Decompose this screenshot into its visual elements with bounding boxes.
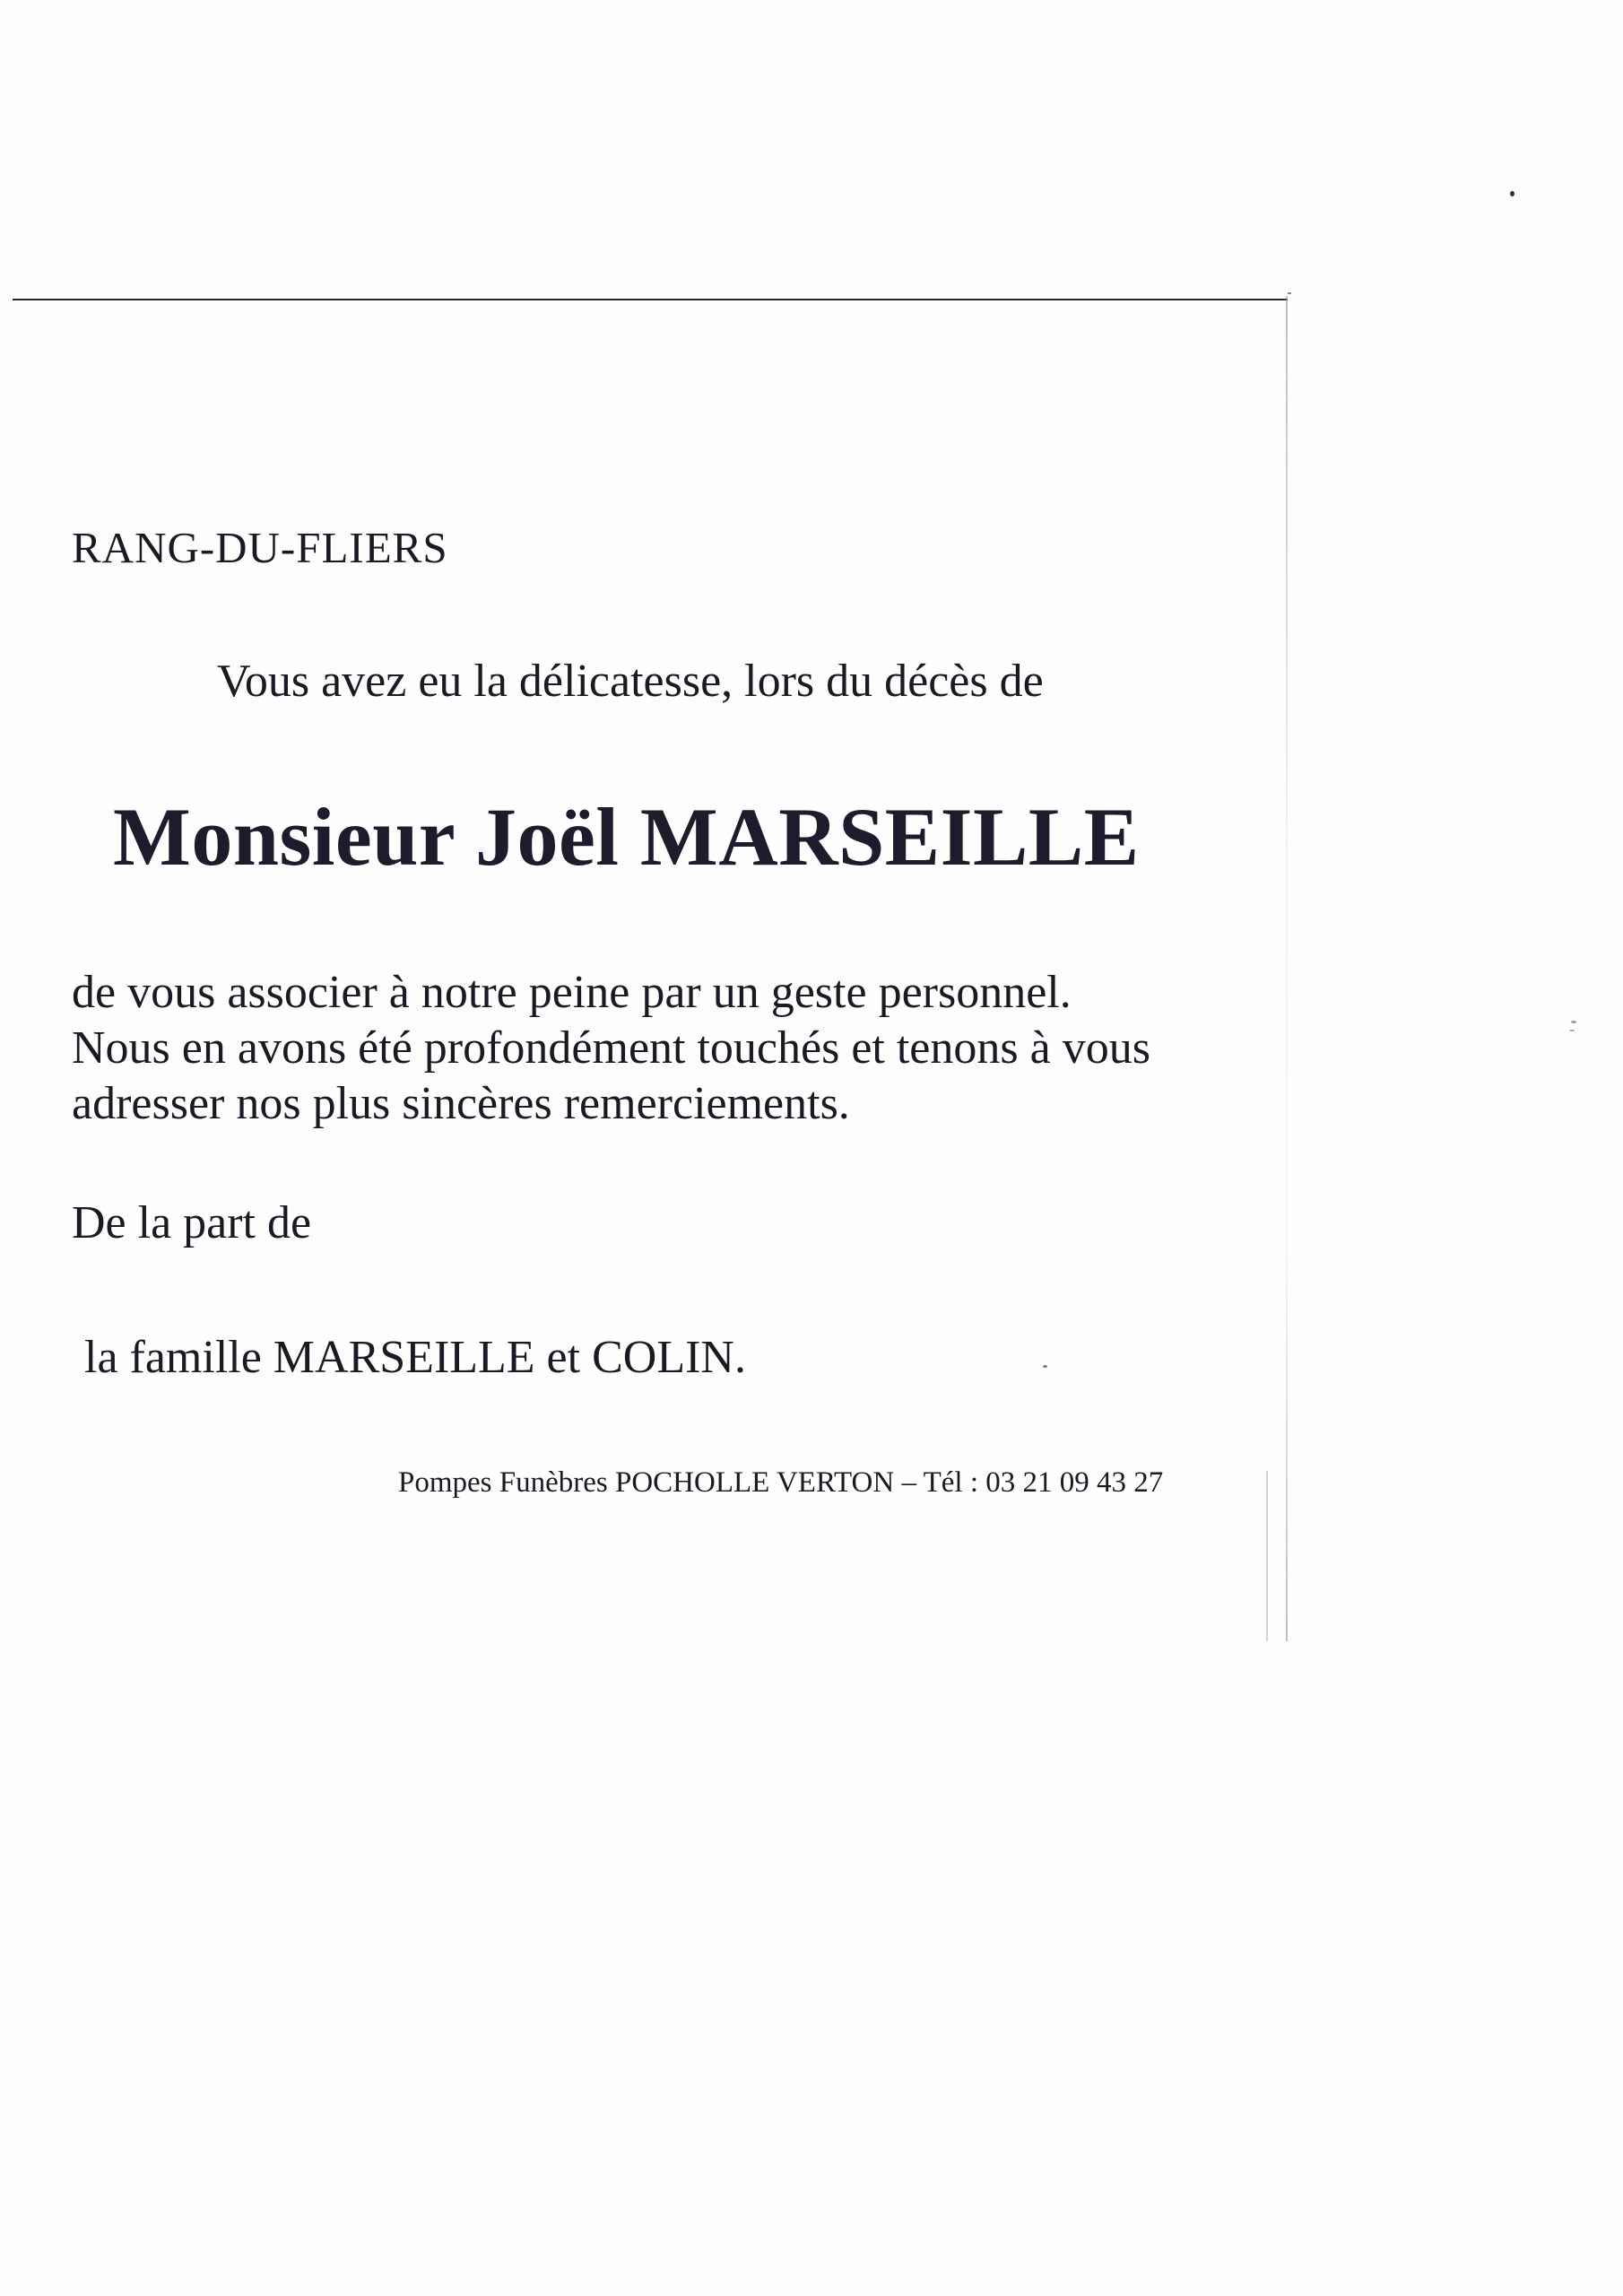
deceased-name: Monsieur Joël MARSEILLE [113, 791, 1140, 883]
scan-speck [1571, 1021, 1576, 1023]
card-top-edge-tail [1288, 292, 1291, 294]
intro-line: Vous avez eu la délicatesse, lors du décès de [217, 656, 1044, 707]
thanks-message [72, 965, 1150, 1132]
funeral-home-footer: Pompes Funèbres POCHOLLE VERTON – Tél : 03 21 09 43 27 [398, 1466, 1164, 1499]
card-right-edge-line [1286, 296, 1288, 1641]
scan-speck [1569, 1030, 1575, 1031]
thanks-message-line: de vous associer à notre peine par un geste personnel. [72, 967, 1072, 1018]
scan-speck [1043, 1365, 1047, 1368]
family-signature: la famille MARSEILLE et COLIN. [84, 1332, 746, 1383]
from-label: De la part de [72, 1197, 312, 1248]
thanks-message-line: adresser nos plus sincères remerciements. [72, 1078, 850, 1129]
card-top-edge-line [13, 299, 1288, 300]
thanks-message-line: Nous en avons été profondément touchés et tenons à vous [72, 1022, 1150, 1074]
locality-heading: RANG-DU-FLIERS [72, 523, 448, 572]
scan-speck [1510, 191, 1515, 196]
card-right-edge-stub [1266, 1471, 1268, 1641]
